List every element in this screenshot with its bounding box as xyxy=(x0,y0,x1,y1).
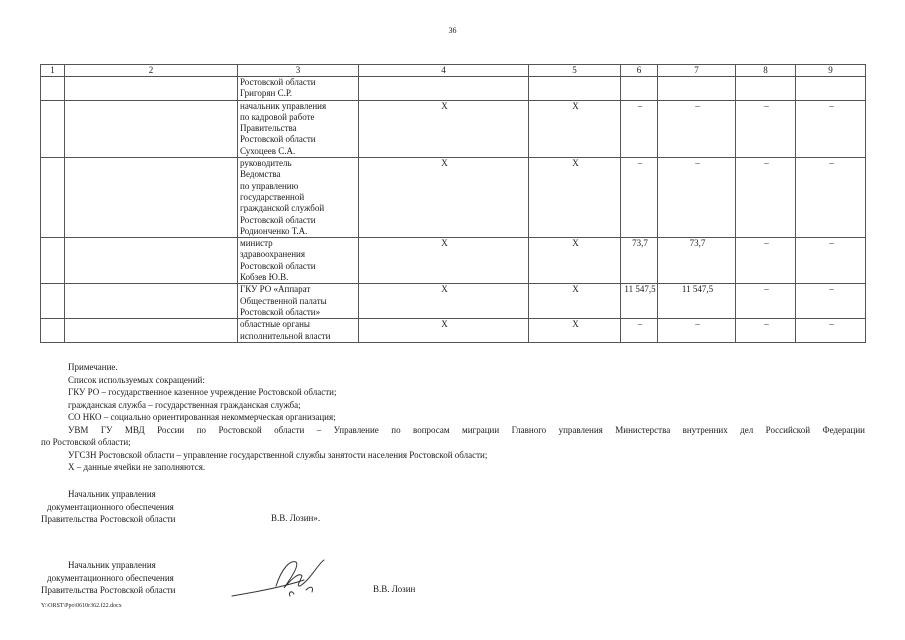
signatory-name-1: В.В. Лозин». xyxy=(271,513,321,523)
cell-line: здравоохранения xyxy=(240,249,306,260)
cell-line: начальник управления xyxy=(240,100,327,111)
column-header: 1 xyxy=(41,65,65,77)
title-line: Правительства Ростовской области xyxy=(41,585,176,595)
cell-line: Родионченко Т.А. xyxy=(240,225,308,236)
cell-line: министр xyxy=(240,238,273,249)
cell-col5: Х xyxy=(529,158,621,238)
cell-col9: – xyxy=(796,284,866,319)
cell-line: ГКУ РО «Аппарат xyxy=(240,284,311,295)
cell-col9: – xyxy=(796,319,866,343)
signatory-title-2 xyxy=(41,559,175,597)
title-line: документационного обеспечения xyxy=(47,501,174,512)
cell-col6: 11 547,5 xyxy=(621,284,658,319)
cell-line: Ростовской области xyxy=(240,260,316,271)
column-header: 2 xyxy=(65,65,238,77)
cell-col5 xyxy=(529,77,621,101)
column-header: 7 xyxy=(658,65,736,77)
table-row xyxy=(41,158,866,238)
cell-col5: Х xyxy=(529,284,621,319)
cell-col4: Х xyxy=(359,284,529,319)
cell-col6: – xyxy=(621,319,658,343)
column-header: 5 xyxy=(529,65,621,77)
cell-line: по управлению xyxy=(240,180,299,191)
column-header: 4 xyxy=(359,65,529,77)
cell-line: по кадровой работе xyxy=(240,111,315,122)
cell-col4: Х xyxy=(359,158,529,238)
cell-line: руководитель xyxy=(240,158,292,169)
table-header-row xyxy=(41,65,866,77)
table-row xyxy=(41,284,866,319)
cell-line: государственной xyxy=(240,191,305,202)
cell-line: Ростовской области» xyxy=(240,306,321,317)
cell-line: областные органы xyxy=(240,319,310,330)
cell-col4 xyxy=(359,77,529,101)
column-header: 6 xyxy=(621,65,658,77)
cell-col5: Х xyxy=(529,100,621,157)
table-row xyxy=(41,319,866,343)
abbreviation-item: Х – данные ячейки не заполняются. xyxy=(68,462,206,472)
cell-col6: – xyxy=(621,100,658,157)
cell-col8: – xyxy=(736,284,796,319)
column-header: 8 xyxy=(736,65,796,77)
cell-col9: – xyxy=(796,158,866,238)
abbreviation-item: гражданская служба – государственная гражданская служба; xyxy=(68,399,301,410)
cell-col7: – xyxy=(658,100,736,157)
cell-col5: Х xyxy=(529,319,621,343)
data-table xyxy=(40,64,866,343)
abbreviation-item: УВМ ГУ МВД России по Ростовской области – Управление по вопросам миграции Главного управления Министерства внутренних дел Российской Федерации xyxy=(68,424,865,435)
cell-line: Ростовской области xyxy=(240,134,316,145)
abbreviation-item: УГСЗН Ростовской области – управление государственной службы занятости населения Ростовской области; xyxy=(68,449,488,460)
cell-col8: – xyxy=(736,100,796,157)
cell-line: Правительства xyxy=(240,123,297,134)
cell-col8 xyxy=(736,77,796,101)
cell-line: Сухоцеев С.А. xyxy=(240,145,296,156)
signatory-title-1 xyxy=(41,488,175,526)
column-header: 9 xyxy=(796,65,866,77)
recipient-cell xyxy=(238,100,359,157)
title-line: Начальник управления xyxy=(68,560,156,570)
cell-col9: – xyxy=(796,100,866,157)
abbreviation-item: ГКУ РО – государственное казенное учреждение Ростовской области; xyxy=(68,387,337,397)
page-number: 36 xyxy=(448,26,457,35)
table-row xyxy=(41,238,866,284)
recipient-cell xyxy=(238,77,359,101)
cell-col7: 73,7 xyxy=(658,238,736,284)
handwritten-signature xyxy=(226,556,336,602)
recipient-cell xyxy=(238,319,359,343)
cell-col4: Х xyxy=(359,238,529,284)
cell-col6: – xyxy=(621,158,658,238)
cell-col7: – xyxy=(658,319,736,343)
cell-line: Ведомства xyxy=(240,169,281,180)
cell-col6: 73,7 xyxy=(621,238,658,284)
cell-line: Ростовской области xyxy=(240,214,316,225)
table-row xyxy=(41,77,866,101)
cell-line: исполнительной власти xyxy=(240,330,331,341)
cell-col8: – xyxy=(736,238,796,284)
abbreviations-title: Список используемых сокращений: xyxy=(68,374,205,385)
cell-col7 xyxy=(658,77,736,101)
signatory-name-2: В.В. Лозин xyxy=(373,584,416,594)
cell-col7: – xyxy=(658,158,736,238)
abbreviation-item-continued: по Ростовской области; xyxy=(41,437,131,447)
title-line: Начальник управления xyxy=(68,489,156,499)
notes-title: Примечание. xyxy=(68,362,118,372)
cell-line: Кобзев Ю.В. xyxy=(240,272,289,283)
cell-col7: 11 547,5 xyxy=(658,284,736,319)
cell-col9 xyxy=(796,77,866,101)
cell-col4: Х xyxy=(359,100,529,157)
recipient-cell xyxy=(238,238,359,284)
cell-line: Григорян С.Р. xyxy=(240,88,293,99)
cell-col6 xyxy=(621,77,658,101)
cell-line: Ростовской области xyxy=(240,77,316,87)
cell-line: гражданской службой xyxy=(240,203,325,214)
cell-line: Общественной палаты xyxy=(240,295,327,306)
title-line: документационного обеспечения xyxy=(47,572,174,583)
abbreviation-item: СО НКО – социально ориентированная некоммерческая организация; xyxy=(68,412,336,422)
column-header: 3 xyxy=(238,65,359,77)
recipient-cell xyxy=(238,284,359,319)
cell-col8: – xyxy=(736,319,796,343)
notes-block xyxy=(41,361,865,474)
cell-col4: Х xyxy=(359,319,529,343)
title-line: Правительства Ростовской области xyxy=(41,514,176,524)
recipient-cell xyxy=(238,158,359,238)
cell-col8: – xyxy=(736,158,796,238)
cell-col5: Х xyxy=(529,238,621,284)
cell-col9: – xyxy=(796,238,866,284)
footer-file-path: Y:\ORST\Ppo\0610r362.f22.docx xyxy=(41,603,122,609)
table-row xyxy=(41,100,866,157)
